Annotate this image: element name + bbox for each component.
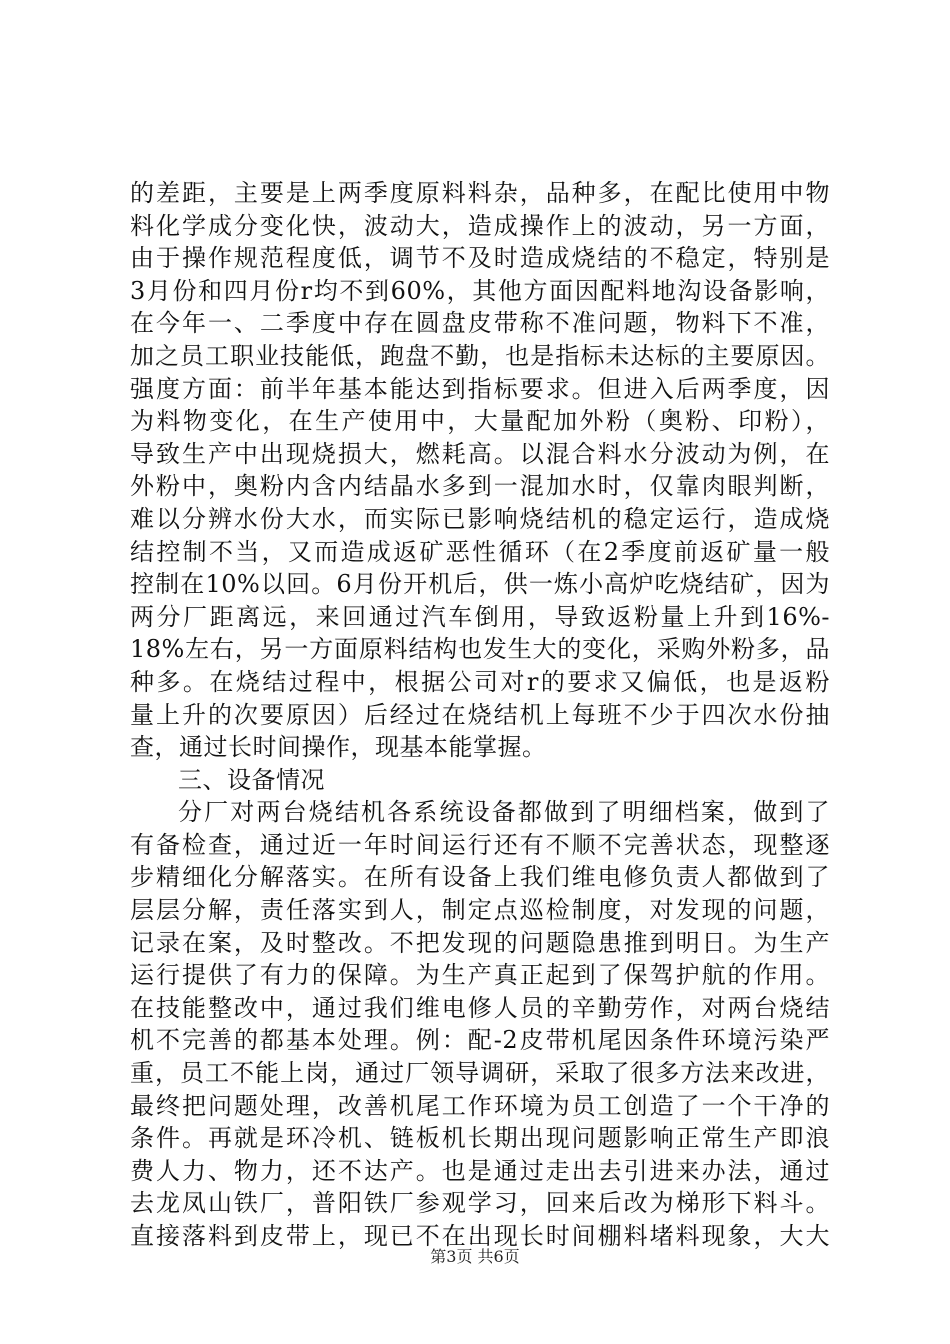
text-line: 料化学成分变化快，波动大，造成操作上的波动，另一方面，: [130, 211, 830, 240]
text-line: 在技能整改中，通过我们维电修人员的辛勤劳作，对两台烧结: [130, 993, 830, 1022]
section-heading: 三、设备情况: [178, 765, 325, 794]
text-line: 机不完善的都基本处理。例：配-2皮带机尾因条件环境污染严: [130, 1026, 830, 1055]
text-line: 难以分辨水份大水，而实际已影响烧结机的稳定运行，造成烧: [130, 504, 830, 533]
text-line: 步精细化分解落实。在所有设备上我们维电修负责人都做到了: [130, 863, 830, 892]
text-line: 查，通过长时间操作，现基本能掌握。: [130, 733, 547, 762]
text-line: 两分厂距离远，来回通过汽车倒用，导致返粉量上升到16%-: [130, 602, 830, 631]
text-line: 运行提供了有力的保障。为生产真正起到了保驾护航的作用。: [130, 961, 830, 990]
text-line: 量上升的次要原因）后经过在烧结机上每班不少于四次水份抽: [130, 700, 830, 729]
text-line: 条件。再就是环冷机、链板机长期出现问题影响正常生产即浪: [130, 1124, 830, 1153]
text-line: 在今年一、二季度中存在圆盘皮带称不准问题，物料下不准，: [130, 309, 830, 338]
text-line: 有备检查，通过近一年时间运行还有不顺不完善状态，现整逐: [130, 830, 830, 859]
text-line: 直接落料到皮带上，现已不在出现长时间棚料堵料现象，大大: [130, 1222, 830, 1250]
text-line: 记录在案，及时整改。不把发现的问题隐患推到明日。为生产: [130, 928, 830, 957]
text-line: 导致生产中出现烧损大，燃耗高。以混合料水分波动为例，在: [130, 439, 830, 468]
text-line: 重，员工不能上岗，通过厂领导调研，采取了很多方法来改进，: [130, 1059, 830, 1088]
text-line: 费人力、物力，还不达产。也是通过走出去引进来办法，通过: [130, 1156, 830, 1185]
text-line: 强度方面：前半年基本能达到指标要求。但进入后两季度，因: [130, 374, 830, 403]
text-line: 种多。在烧结过程中，根据公司对r的要求又偏低，也是返粉: [130, 667, 830, 696]
page-footer: 第3页 共6页: [430, 1247, 520, 1266]
text-line: 的差距，主要是上两季度原料料杂，品种多，在配比使用中物: [130, 179, 830, 207]
paragraph-first-line: 分厂对两台烧结机各系统设备都做到了明细档案，做到了: [178, 798, 830, 827]
text-line: 为料物变化，在生产使用中，大量配加外粉（奥粉、印粉），: [130, 407, 830, 436]
text-line: 由于操作规范程度低，调节不及时造成烧结的不稳定，特别是: [130, 244, 830, 273]
text-line: 18%左右，另一方面原料结构也发生大的变化，采购外粉多，品: [130, 635, 830, 664]
text-line: 去龙凤山铁厂，普阳铁厂参观学习，回来后改为梯形下料斗。: [130, 1189, 830, 1218]
document-body: [130, 177, 830, 1253]
text-line: 结控制不当，又而造成返矿恶性循环（在2季度前返矿量一般: [130, 537, 830, 566]
text-line: 外粉中，奥粉内含内结晶水多到一混加水时，仅靠肉眼判断，: [130, 472, 830, 501]
text-line: 最终把问题处理，改善机尾工作环境为员工创造了一个干净的: [130, 1091, 830, 1120]
text-line: 层层分解，责任落实到人，制定点巡检制度，对发现的问题，: [130, 896, 830, 925]
text-line: 控制在10%以回。6月份开机后，供一炼小高炉吃烧结矿，因为: [130, 570, 830, 599]
text-line: 加之员工职业技能低，跑盘不勤，也是指标未达标的主要原因。: [130, 341, 830, 370]
text-line: 3月份和四月份r均不到60%，其他方面因配料地沟设备影响，: [130, 276, 830, 305]
